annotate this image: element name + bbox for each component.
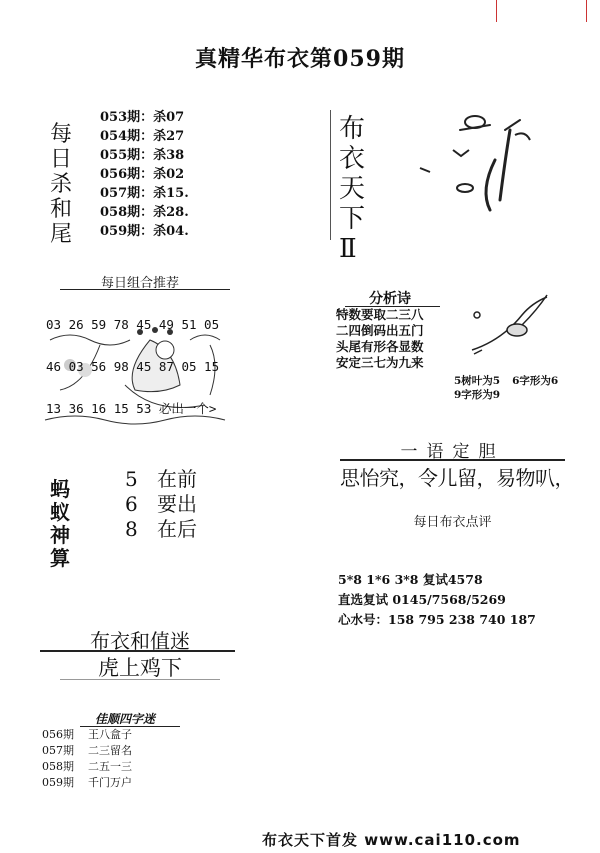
combo-title: 每日组合推荐 [100,276,179,291]
list-item: 055期：杀38 [100,148,185,163]
ant-char: 神 [50,523,70,547]
brand-char: 下 [339,204,366,234]
list-item [125,467,197,492]
list-item: 053期：杀07 [100,110,185,125]
ant-number: 6 [125,492,138,516]
mystery-answer: 虎上鸡下 [98,656,182,680]
period-label: 056期 [42,728,74,741]
four-char-title: 佳顺四字迷 [94,712,155,726]
four-char-list [42,727,132,791]
list-item [125,492,197,517]
list-item: 心水号：158 795 238 740 187 [338,612,536,627]
list-item [125,517,197,542]
poem-lines [336,307,424,371]
footer: 布衣天下首发 www.cai110.com [262,831,521,849]
poem-line: 头尾有形各显数 [336,339,424,354]
four-char-text: 王八盒子 [88,728,132,741]
ant-char: 算 [50,546,70,570]
period-label: 059期 [42,776,74,789]
combo-rows [46,290,219,430]
poem-line: 安定三七为九来 [336,355,424,370]
poem-note: 6字形为6 [512,375,559,387]
ant-rows [125,467,197,542]
kill-tail-heading [50,122,74,247]
list-item: 059期：杀04. [100,224,189,239]
brand-char: 天 [339,174,366,204]
poem-title: 分析诗 [369,291,411,307]
divider [330,110,331,240]
ant-number: 5 [125,467,138,491]
kill-tail-list [100,108,189,241]
list-item [42,743,132,759]
combo-row: 46 03 56 98 45 87 05 15 [46,359,220,374]
ant-text: 在后 [157,517,197,541]
number-list [338,570,536,630]
ant-number: 8 [125,517,138,541]
kill-tail-char: 尾 [50,222,73,247]
list-item [42,727,132,743]
corner-mark [586,0,587,22]
bird-illustration [462,290,562,365]
poem-notes [454,374,570,402]
corner-mark [496,0,497,22]
kill-tail-char: 和 [50,197,73,222]
poem-line: 二四倒码出五门 [336,323,424,338]
ant-text: 在前 [157,467,197,491]
list-item: 直选复试 0145/7568/5269 [338,592,506,607]
list-item [42,775,132,791]
ant-heading [50,478,74,570]
list-item: 057期：杀15. [100,186,189,201]
list-item: 058期：杀28. [100,205,189,220]
period-label: 058期 [42,760,74,773]
poem-note: 5树叶为5 [454,375,501,387]
bird-branch-illustration [405,100,565,220]
kill-tail-char: 杀 [50,172,73,197]
list-item [42,759,132,775]
four-char-text: 二三留名 [88,744,132,757]
mystery-title: 布衣和值迷 [90,629,190,653]
brand-char: 衣 [339,144,366,174]
poem-line: 特数要取二三八 [336,307,424,322]
brand-heading [339,114,367,264]
daily-review-title: 每日布衣点评 [413,515,492,530]
ant-char: 蚁 [50,500,70,524]
combo-row: 03 26 59 78 45 49 51 05 [46,317,220,332]
poem-note: 9字形为9 [454,389,501,401]
divider [340,459,565,461]
brand-char: 布 [339,114,366,144]
divider [60,679,220,680]
yiyu-text: 思怡究，令儿留，易物叭， [340,466,574,490]
period-label: 057期 [42,744,74,757]
four-char-text: 千门万户 [88,776,132,789]
kill-tail-char: 每 [50,122,73,147]
list-item: 5*8 1*6 3*8 复试4578 [338,572,483,587]
list-item: 056期：杀02 [100,167,185,182]
combo-row: 13 36 16 15 53 必出一个> [46,401,217,416]
ant-char: 蚂 [50,477,70,501]
list-item: 054期：杀27 [100,129,185,144]
yiyu-title: 一语定胆 [400,442,505,462]
kill-tail-char: 日 [50,147,73,172]
four-char-text: 二五一三 [88,760,132,773]
ant-text: 要出 [157,492,197,516]
brand-char: Ⅱ [339,234,357,264]
page-title: 真精华布衣第059期 [195,46,405,72]
